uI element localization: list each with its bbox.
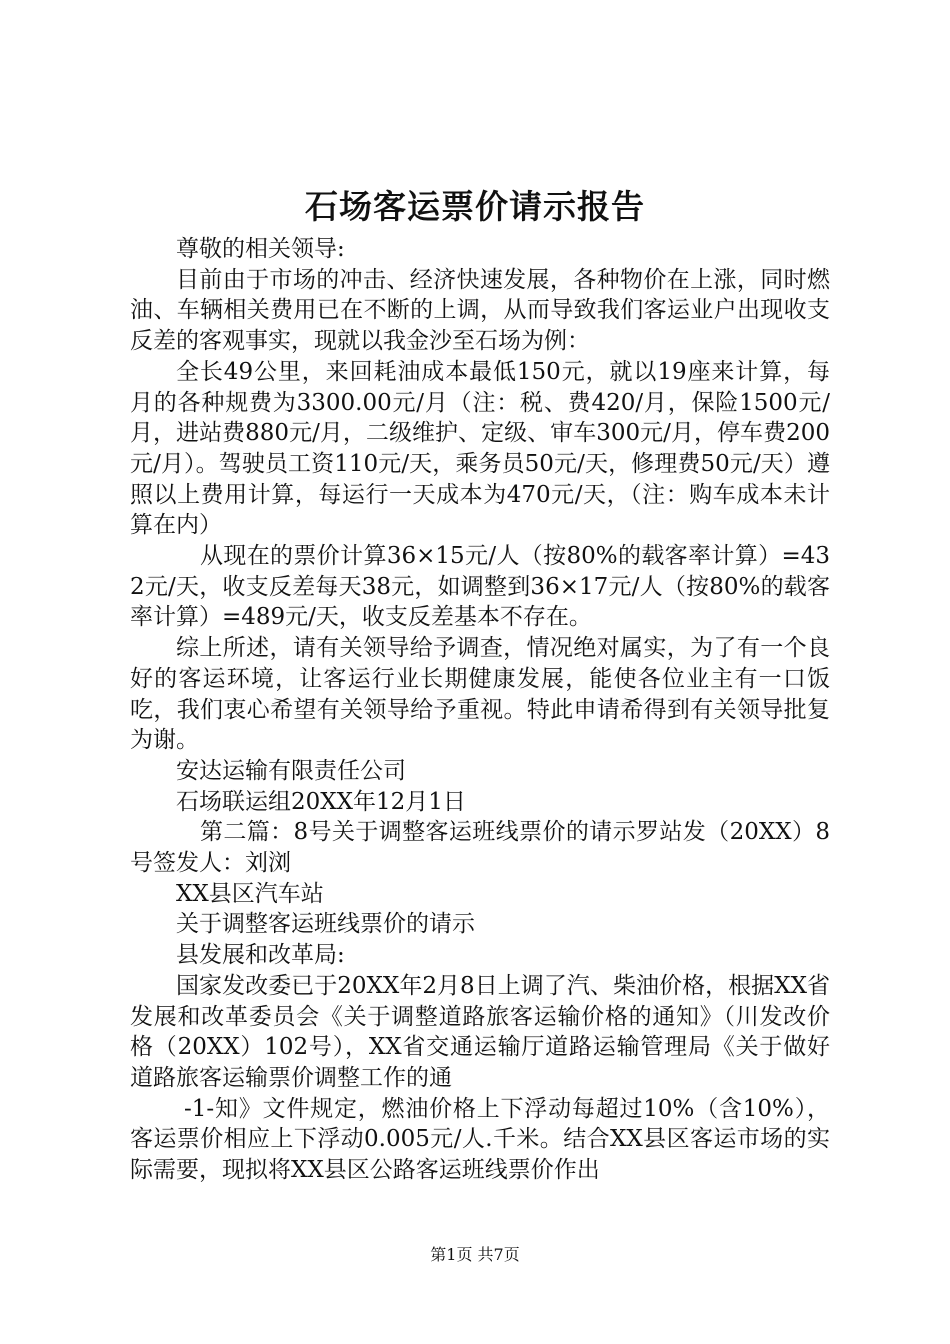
salutation: 尊敬的相关领导: <box>176 236 345 262</box>
paragraph-fare-calculation: 从现在的票价计算36×15元/人（按80%的载客率计算）=432元/天，收支反差每天38元，如调整到36×17元/人（按80%的载客率计算）=489元/天，收支反差基本不存在。 <box>130 543 830 631</box>
request-subject: 关于调整客运班线票价的请示 <box>176 911 475 938</box>
paragraph-intro: 目前由于市场的冲击、经济快速发展，各种物价在上涨，同时燃油、车辆相关费用已在不断的上调，从而导致我们客运业户出现收支反差的客观事实，现就以我金沙至石场为例： <box>130 266 830 355</box>
paragraph-cost-details: 全长49公里，来回耗油成本最低150元，就以19座来计算，每月的各种规费为3300.00元/月（注：税、费420/月，保险1500元/月，进站费880元/月，二级维护、定级、审车300元/月，停车费200元/月）。驾驶员工资110元/天，乘务员50元/天，修理费50元/天）遵照以上费用计算，每运行一天成本为470元/天，（注：购车成本未计算在内） <box>130 358 830 539</box>
signature-company: 安达运输有限责任公司 <box>176 757 406 784</box>
paragraph-fuel-price: 国家发改委已于20XX年2月8日上调了汽、柴油价格，根据XX省发展和改革委员会《关于调整道路旅客运输价格的通知》（川发改价格（20XX）102号），XX省交通运输厅道路运输管理局《关于做好道路旅客运输票价调整工作的通 <box>130 972 830 1091</box>
second-article-heading: 第二篇：8号关于调整客运班线票价的请示罗站发（20XX）8号签发人：刘浏 <box>130 819 830 877</box>
recipient: 县发展和改革局: <box>176 942 345 969</box>
document-body <box>130 234 830 1186</box>
paragraph-conclusion: 综上所述，请有关领导给予调查，情况绝对属实，为了有一个良好的客运环境，让客运行业长期健康发展，能使各位业主有一口饭吃，我们衷心希望有关领导给予重视。特此申请希得到有关领导批复为谢。 <box>130 635 830 754</box>
signature-date: 石场联运组20XX年12月1日 <box>176 788 466 815</box>
page-number: 第1页 共7页 <box>430 1245 520 1264</box>
document-title: 石场客运票价请示报告 <box>305 187 645 226</box>
paragraph-regulation: -1-知》文件规定，燃油价格上下浮动每超过10%（含10%），客运票价相应上下浮动0.005元/人.千米。结合XX县区客运市场的实际需要，现拟将XX县区公路客运班线票价作出 <box>130 1095 830 1184</box>
issuer-station: XX县区汽车站 <box>176 880 324 907</box>
